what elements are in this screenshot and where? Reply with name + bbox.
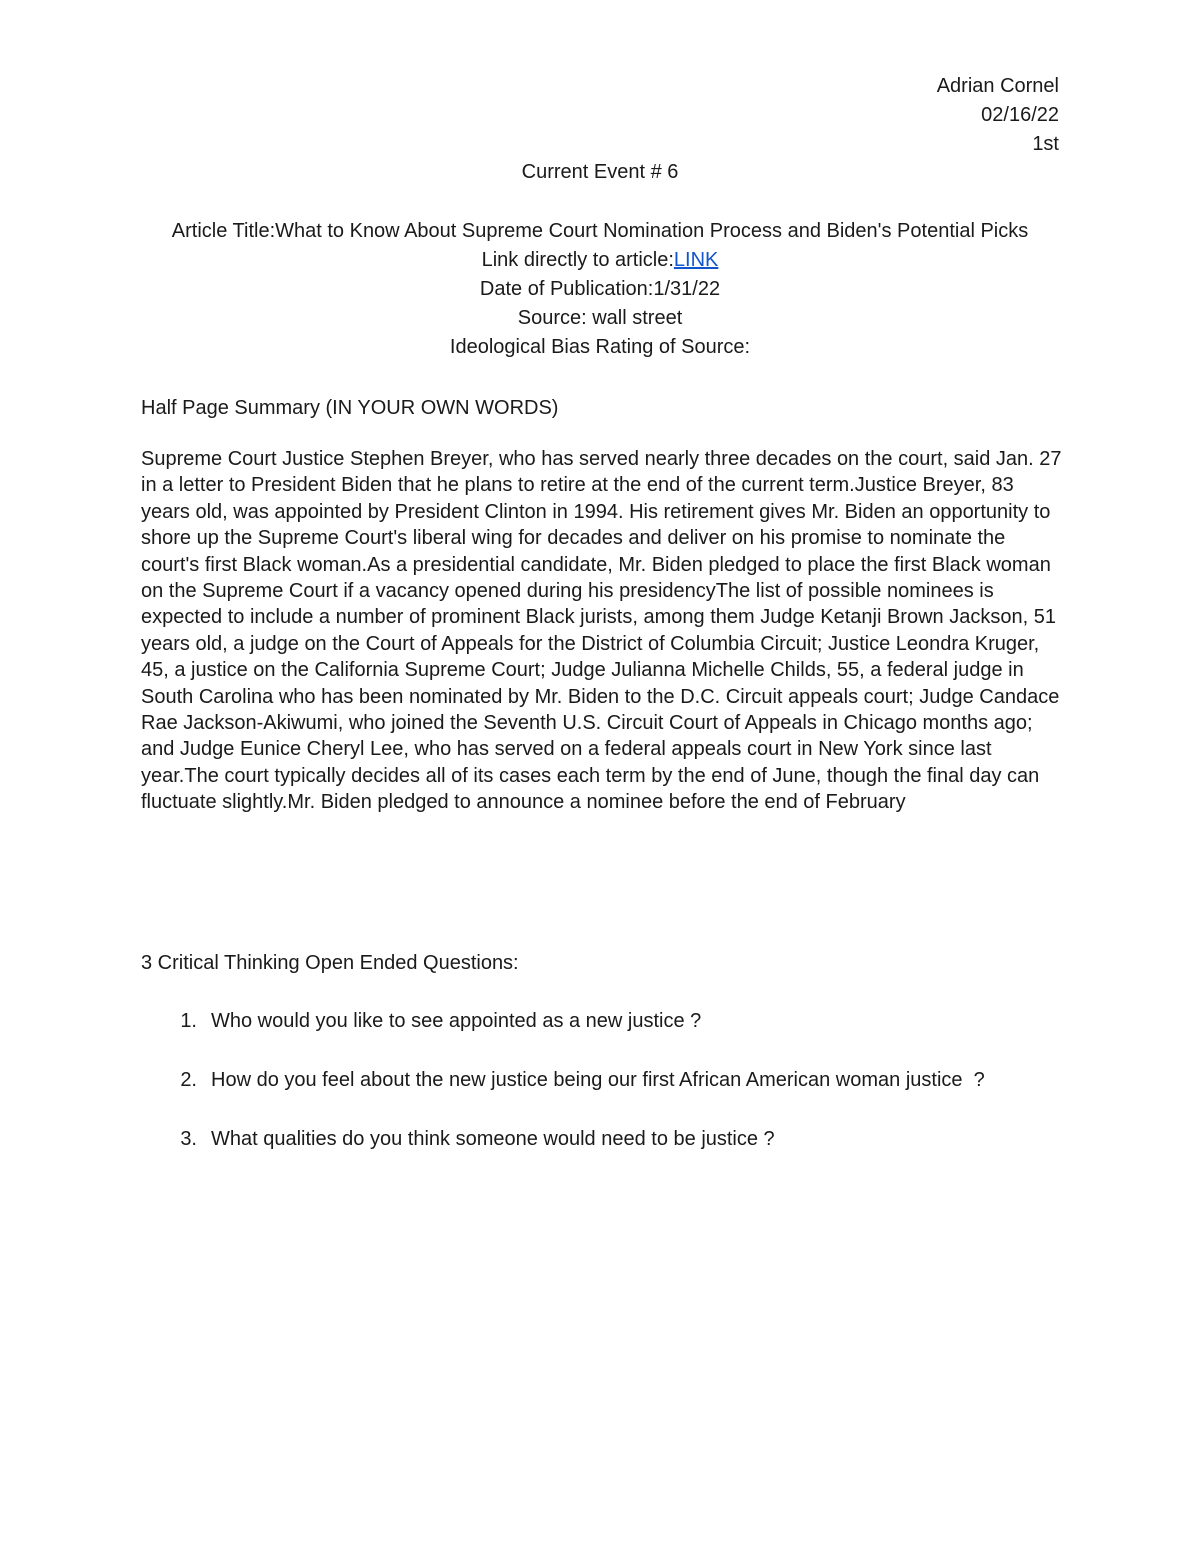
student-name: Adrian Cornel bbox=[936, 75, 1059, 97]
publication-date-value: 1/31/22 bbox=[653, 278, 721, 300]
article-title-line bbox=[141, 217, 1059, 246]
bias-rating-line: Ideological Bias Rating of Source: bbox=[449, 336, 751, 358]
source-line bbox=[141, 304, 1059, 333]
question-number: 3. bbox=[180, 1128, 197, 1150]
question-text: What qualities do you think someone would need to be justice ? bbox=[211, 1128, 775, 1150]
article-title-value: What to Know About Supreme Court Nomination Process and Biden's Potential Picks bbox=[275, 220, 1029, 242]
question-list bbox=[141, 1007, 1071, 1184]
question-text: Who would you like to see appointed as a new justice ? bbox=[211, 1010, 702, 1032]
article-info bbox=[141, 158, 1059, 362]
article-link-line bbox=[141, 246, 1059, 275]
questions-heading: 3 Critical Thinking Open Ended Questions: bbox=[141, 952, 519, 974]
question-number: 1. bbox=[180, 1010, 197, 1032]
question-item bbox=[141, 1007, 1071, 1036]
question-text: How do you feel about the new justice being our first African American woman justice ? bbox=[211, 1069, 985, 1091]
question-number: 2. bbox=[180, 1069, 197, 1091]
student-header bbox=[937, 72, 1059, 159]
question-item bbox=[141, 1125, 1071, 1154]
summary-heading: Half Page Summary (IN YOUR OWN WORDS) bbox=[141, 397, 559, 419]
article-title-label: Article Title: bbox=[171, 220, 276, 242]
header-date: 02/16/22 bbox=[981, 104, 1059, 126]
publication-date-label: Date of Publication: bbox=[479, 278, 654, 300]
class-period: 1st bbox=[1032, 133, 1059, 155]
source-label: Source: bbox=[517, 307, 593, 329]
source-value: wall street bbox=[592, 307, 683, 329]
publication-date-line bbox=[141, 275, 1059, 304]
article-link[interactable]: LINK bbox=[673, 249, 719, 271]
document-title: Current Event # 6 bbox=[521, 161, 679, 183]
question-item bbox=[141, 1066, 1071, 1095]
article-link-label: Link directly to article: bbox=[481, 249, 674, 271]
summary-body: Supreme Court Justice Stephen Breyer, who has served nearly three decades on the court, said Jan. 27 in a letter to President Biden that he plans to retire at the end of the current term.Justice Breyer, 83 years old, was appointed by President Clinton in 1994. His retirement gives Mr. Biden an opportunity to shore up the Supreme Court's liberal wing for decades and deliver on his promise to nominate the court's first Black woman.As a presidential candidate, Mr. Biden pledged to place the first Black woman on the Supreme Court if a vacancy opened during his presidencyThe list of possible nominees is expected to include a number of prominent Black jurists, among them Judge Ketanji Brown Jackson, 51 years old, a judge on the Court of Appeals for the District of Columbia Circuit; Justice Leondra Kruger, 45, a justice on the California Supreme Court; Judge Julianna Michelle Childs, 55, a federal judge in South Carolina who has been nominated by Mr. Biden to the D.C. Circuit appeals court; Judge Candace Rae Jackson-Akiwumi, who joined the Seventh U.S. Circuit Court of Appeals in Chicago months ago; and Judge Eunice Cheryl Lee, who has served on a federal appeals court in New York since last year.The court typically decides all of its cases each term by the end of June, though the final day can fluctuate slightly.Mr. Biden pledged to announce a nominee before the end of February bbox=[141, 448, 1062, 814]
